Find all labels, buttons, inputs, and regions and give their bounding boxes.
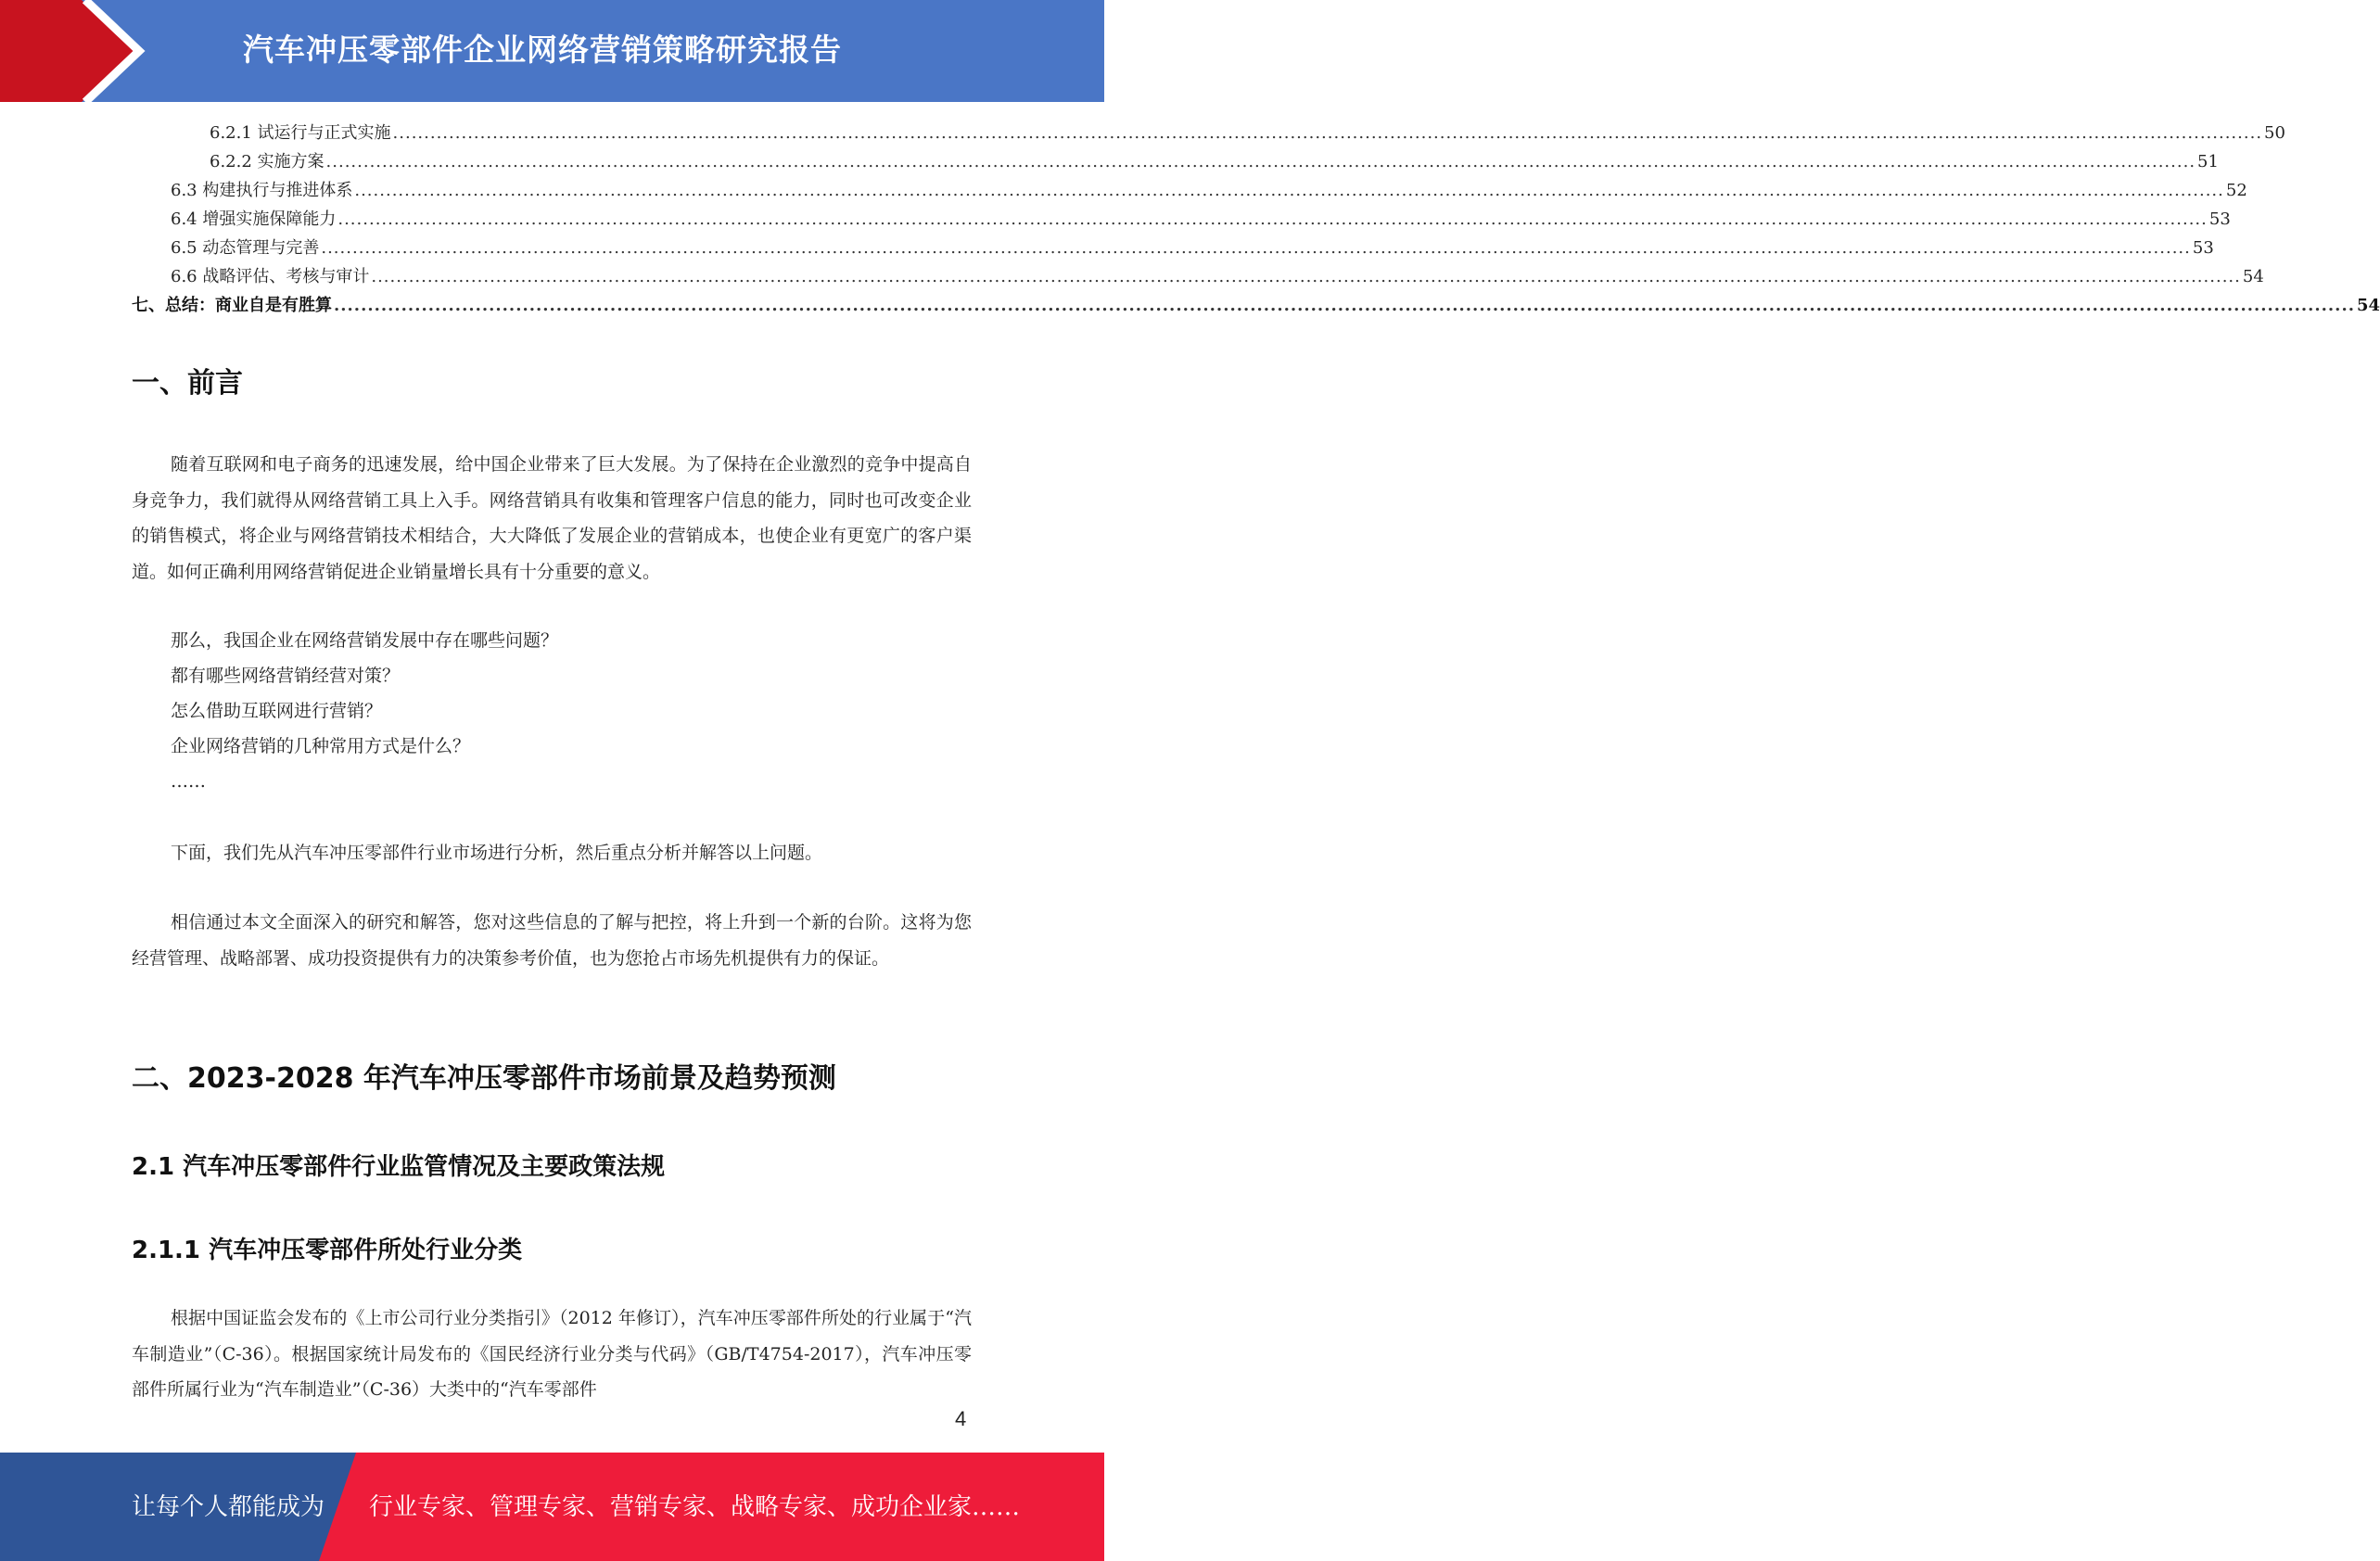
toc-entry-page: 52 xyxy=(2225,181,2247,200)
toc-leader-dots: ............................................................................................................................................................................................................................................................................................................ xyxy=(371,267,2241,286)
toc-entry-label: 6.2.2 实施方案 xyxy=(210,152,325,171)
toc-entry-page: 54 xyxy=(2356,296,2380,315)
toc-entry-label: 七、总结：商业自是有胜算 xyxy=(132,296,332,315)
toc-entry-label: 6.3 构建执行与推进体系 xyxy=(171,181,353,200)
question-item: 都有哪些网络营销经营对策？ xyxy=(171,666,401,686)
table-of-contents xyxy=(132,119,2380,320)
toc-entry-page: 50 xyxy=(2264,123,2285,143)
toc-entry-label: 6.4 增强实施保障能力 xyxy=(171,209,337,229)
toc-entry[interactable] xyxy=(132,147,2219,176)
toc-leader-dots: ............................................................................................................................................................................................................................................................................................................ xyxy=(321,238,2191,258)
toc-entry[interactable] xyxy=(132,262,2264,291)
toc-entry-label: 6.2.1 试运行与正式实施 xyxy=(210,123,391,143)
toc-entry-label: 6.6 战略评估、考核与审计 xyxy=(171,267,370,286)
footer-slogan-right: 行业专家、管理专家、营销专家、战略专家、成功企业家…… xyxy=(369,1493,1021,1521)
page-footer xyxy=(0,1453,1104,1561)
paragraph: 相信通过本文全面深入的研究和解答，您对这些信息的了解与把控，将上升到一个新的台阶。这将为您经营管理、战略部署、成功投资提供有力的决策参考价值，也为您抢占市场先机提供有力的保证。 xyxy=(132,912,972,969)
paragraph: 随着互联网和电子商务的迅速发展，给中国企业带来了巨大发展。为了保持在企业激烈的竞争中提高自身竞争力，我们就得从网络营销工具上入手。网络营销具有收集和管理客户信息的能力，同时也可改变企业的销售模式，将企业与网络营销技术相结合，大大降低了发展企业的营销成本，也使企业有更宽广的客户渠道。如何正确利用网络营销促进企业销量增长具有十分重要的意义。 xyxy=(132,454,972,582)
toc-leader-dots: ............................................................................................................................................................................................................................................................................................................ xyxy=(334,296,2355,315)
paragraph: 根据中国证监会发布的《上市公司行业分类指引》（2012 年修订），汽车冲压零部件所处的行业属于“汽车制造业”（C-36）。根据国家统计局发布的《国民经济行业分类与代码》（GB/T4754-2017），汽车冲压零部件所属行业为“汽车制造业”（C-36）大类中的“汽车零部件 xyxy=(132,1308,972,1400)
question-item: 企业网络营销的几种常用方式是什么？ xyxy=(171,736,471,756)
question-item: …… xyxy=(171,771,206,792)
toc-entry-page: 53 xyxy=(2208,209,2231,229)
toc-entry-label: 6.5 动态管理与完善 xyxy=(171,238,320,258)
toc-entry-page: 54 xyxy=(2242,267,2264,286)
toc-entry[interactable] xyxy=(132,234,2214,262)
page-number: 4 xyxy=(955,1407,967,1430)
footer-slogan-left: 让每个人都能成为 xyxy=(132,1493,325,1521)
section-heading-forecast: 二、2023-2028 年汽车冲压零部件市场前景及趋势预测 xyxy=(132,1062,836,1095)
toc-leader-dots: ............................................................................................................................................................................................................................................................................................................ xyxy=(337,209,2208,229)
toc-entry[interactable] xyxy=(132,176,2247,205)
subsection-heading: 2.1.1 汽车冲压零部件所处行业分类 xyxy=(132,1237,523,1264)
toc-entry[interactable] xyxy=(132,205,2231,234)
toc-entry[interactable] xyxy=(132,291,2380,320)
question-list xyxy=(171,623,968,799)
section-heading-preface: 一、前言 xyxy=(132,367,243,400)
subsection-heading: 2.1 汽车冲压零部件行业监管情况及主要政策法规 xyxy=(132,1153,666,1181)
question-item: 那么，我国企业在网络营销发展中存在哪些问题？ xyxy=(171,630,559,651)
toc-leader-dots: ............................................................................................................................................................................................................................................................................................................ xyxy=(325,152,2196,171)
toc-entry[interactable] xyxy=(132,119,2285,147)
header-title: 汽车冲压零部件企业网络营销策略研究报告 xyxy=(243,32,842,68)
question-item: 怎么借助互联网进行营销？ xyxy=(171,701,383,721)
toc-entry-page: 51 xyxy=(2197,152,2219,171)
page-header xyxy=(0,0,1104,102)
toc-leader-dots: ............................................................................................................................................................................................................................................................................................................ xyxy=(354,181,2224,200)
paragraph: 下面，我们先从汽车冲压零部件行业市场进行分析，然后重点分析并解答以上问题。 xyxy=(171,843,823,863)
toc-leader-dots: ............................................................................................................................................................................................................................................................................................................ xyxy=(392,123,2263,143)
header-red-arrow xyxy=(0,0,139,102)
toc-entry-page: 53 xyxy=(2192,238,2214,258)
